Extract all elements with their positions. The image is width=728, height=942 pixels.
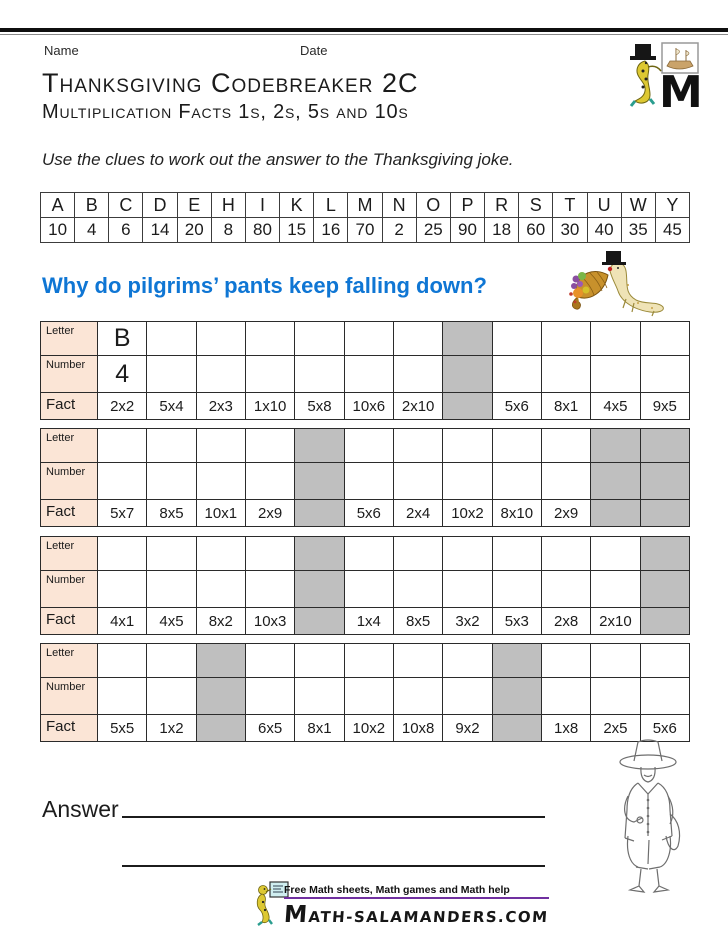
number-cell bbox=[295, 356, 344, 393]
fact-cell: 2x9 bbox=[541, 500, 590, 527]
fact-cell: 4x5 bbox=[147, 608, 196, 635]
letter-cell bbox=[492, 644, 541, 678]
fact-cell: 4x5 bbox=[591, 393, 640, 420]
code-number-cell: 45 bbox=[655, 218, 689, 243]
letter-cell bbox=[393, 322, 442, 356]
letter-cell: B bbox=[98, 322, 147, 356]
letter-cell bbox=[541, 537, 590, 571]
fact-cell: 5x6 bbox=[344, 500, 393, 527]
number-cell bbox=[640, 571, 689, 608]
number-cell bbox=[443, 463, 492, 500]
date-label: Date bbox=[300, 43, 328, 58]
fact-cell: 2x9 bbox=[245, 500, 294, 527]
letter-cell bbox=[98, 537, 147, 571]
puzzle-table-3 bbox=[40, 536, 690, 635]
letter-cell bbox=[640, 322, 689, 356]
number-cell bbox=[591, 463, 640, 500]
code-letter-cell: N bbox=[382, 193, 416, 218]
answer-blank-line-2 bbox=[122, 865, 545, 867]
number-cell bbox=[295, 571, 344, 608]
letter-cell bbox=[245, 644, 294, 678]
number-cell bbox=[393, 571, 442, 608]
number-cell bbox=[541, 678, 590, 715]
row-label-number: Number bbox=[41, 678, 98, 715]
fact-cell: 5x8 bbox=[295, 393, 344, 420]
code-key-table bbox=[40, 192, 690, 243]
cornucopia-salamander-icon bbox=[566, 249, 668, 317]
number-cell bbox=[393, 463, 442, 500]
top-rule bbox=[0, 28, 728, 32]
number-cell bbox=[640, 678, 689, 715]
fact-cell bbox=[591, 500, 640, 527]
row-label-letter: Letter bbox=[41, 644, 98, 678]
number-cell bbox=[245, 356, 294, 393]
row-label-number: Number bbox=[41, 463, 98, 500]
letter-cell bbox=[344, 322, 393, 356]
letter-cell bbox=[492, 429, 541, 463]
number-cell bbox=[295, 678, 344, 715]
code-number-cell: 30 bbox=[553, 218, 587, 243]
fact-cell: 5x3 bbox=[492, 608, 541, 635]
code-number-cell: 6 bbox=[109, 218, 143, 243]
letter-cell bbox=[591, 537, 640, 571]
code-letter-cell: C bbox=[109, 193, 143, 218]
code-letter-cell: S bbox=[519, 193, 553, 218]
number-cell bbox=[147, 571, 196, 608]
code-letter-cell: T bbox=[553, 193, 587, 218]
svg-text:M: M bbox=[659, 67, 703, 112]
fact-cell: 2x8 bbox=[541, 608, 590, 635]
letter-cell bbox=[344, 537, 393, 571]
letter-cell bbox=[393, 429, 442, 463]
fact-cell: 8x1 bbox=[541, 393, 590, 420]
number-cell bbox=[443, 356, 492, 393]
page-title: Thanksgiving Codebreaker 2C bbox=[42, 68, 419, 98]
fact-cell: 3x2 bbox=[443, 608, 492, 635]
letter-cell bbox=[147, 429, 196, 463]
joke-question: Why do pilgrims’ pants keep falling down? bbox=[42, 273, 487, 298]
letter-cell bbox=[196, 644, 245, 678]
code-letter-cell: M bbox=[348, 193, 382, 218]
fact-cell: 10x2 bbox=[443, 500, 492, 527]
name-label: Name bbox=[44, 43, 79, 58]
code-letter-cell: P bbox=[450, 193, 484, 218]
number-cell bbox=[344, 678, 393, 715]
letter-cell bbox=[344, 429, 393, 463]
number-cell bbox=[393, 678, 442, 715]
number-cell bbox=[344, 571, 393, 608]
fact-cell: 10x1 bbox=[196, 500, 245, 527]
code-letter-cell: B bbox=[75, 193, 109, 218]
row-label-letter: Letter bbox=[41, 429, 98, 463]
letter-cell bbox=[147, 644, 196, 678]
letter-cell bbox=[196, 537, 245, 571]
code-number-cell: 15 bbox=[280, 218, 314, 243]
fact-cell: 8x5 bbox=[393, 608, 442, 635]
fact-cell: 8x5 bbox=[147, 500, 196, 527]
number-cell bbox=[541, 356, 590, 393]
number-cell: 4 bbox=[98, 356, 147, 393]
puzzle-table-4 bbox=[40, 643, 690, 742]
number-cell bbox=[196, 678, 245, 715]
letter-cell bbox=[443, 644, 492, 678]
footer-tagline: Free Math sheets, Math games and Math help bbox=[284, 884, 549, 899]
number-cell bbox=[492, 678, 541, 715]
page-subtitle: Multiplication Facts 1s, 2s, 5s and 10s bbox=[42, 101, 409, 123]
code-letter-cell: E bbox=[177, 193, 211, 218]
number-cell bbox=[295, 463, 344, 500]
fact-cell: 8x1 bbox=[295, 715, 344, 742]
code-letter-cell: I bbox=[245, 193, 279, 218]
puzzle-table-2 bbox=[40, 428, 690, 527]
fact-cell: 9x2 bbox=[443, 715, 492, 742]
row-label-letter: Letter bbox=[41, 537, 98, 571]
letter-cell bbox=[245, 537, 294, 571]
code-number-cell: 2 bbox=[382, 218, 416, 243]
fact-cell: 5x7 bbox=[98, 500, 147, 527]
fact-cell: 2x10 bbox=[591, 608, 640, 635]
code-number-cell: 40 bbox=[587, 218, 621, 243]
letter-cell bbox=[295, 322, 344, 356]
number-cell bbox=[443, 678, 492, 715]
number-cell bbox=[98, 463, 147, 500]
code-number-cell: 8 bbox=[211, 218, 245, 243]
fact-cell: 10x3 bbox=[245, 608, 294, 635]
number-cell bbox=[443, 571, 492, 608]
number-cell bbox=[147, 463, 196, 500]
fact-cell bbox=[443, 393, 492, 420]
number-cell bbox=[393, 356, 442, 393]
letter-cell bbox=[443, 322, 492, 356]
fact-cell bbox=[640, 500, 689, 527]
number-cell bbox=[541, 571, 590, 608]
row-label-number: Number bbox=[41, 571, 98, 608]
code-number-cell: 90 bbox=[450, 218, 484, 243]
fact-cell: 2x2 bbox=[98, 393, 147, 420]
code-letter-cell: D bbox=[143, 193, 177, 218]
letter-cell bbox=[295, 644, 344, 678]
number-cell bbox=[245, 571, 294, 608]
fact-cell bbox=[492, 715, 541, 742]
letter-cell bbox=[640, 429, 689, 463]
code-letter-cell: W bbox=[621, 193, 655, 218]
code-letter-cell: R bbox=[485, 193, 519, 218]
number-cell bbox=[640, 463, 689, 500]
footer-site-name: MATH-SALAMANDERS.COM bbox=[283, 901, 550, 928]
fact-cell: 1x2 bbox=[147, 715, 196, 742]
code-number-cell: 16 bbox=[314, 218, 348, 243]
row-label-fact: Fact bbox=[41, 500, 98, 527]
fact-cell: 6x5 bbox=[245, 715, 294, 742]
number-cell bbox=[541, 463, 590, 500]
number-cell bbox=[196, 356, 245, 393]
letter-cell bbox=[492, 322, 541, 356]
code-number-cell: 80 bbox=[245, 218, 279, 243]
number-cell bbox=[591, 356, 640, 393]
number-cell bbox=[640, 356, 689, 393]
fact-cell: 2x10 bbox=[393, 393, 442, 420]
code-number-cell: 25 bbox=[416, 218, 450, 243]
answer-blank-line-1 bbox=[122, 816, 545, 818]
number-cell bbox=[492, 356, 541, 393]
fact-cell: 5x6 bbox=[640, 715, 689, 742]
row-label-fact: Fact bbox=[41, 608, 98, 635]
number-cell bbox=[492, 571, 541, 608]
number-cell bbox=[492, 463, 541, 500]
row-label-fact: Fact bbox=[41, 393, 98, 420]
letter-cell bbox=[393, 644, 442, 678]
code-number-cell: 14 bbox=[143, 218, 177, 243]
top-rule-thin bbox=[0, 34, 728, 35]
letter-cell bbox=[98, 429, 147, 463]
row-label-number: Number bbox=[41, 356, 98, 393]
code-letter-cell: K bbox=[280, 193, 314, 218]
number-cell bbox=[344, 356, 393, 393]
fact-cell bbox=[196, 715, 245, 742]
fact-cell: 2x5 bbox=[591, 715, 640, 742]
fact-cell: 2x4 bbox=[393, 500, 442, 527]
fact-cell: 8x10 bbox=[492, 500, 541, 527]
letter-cell bbox=[245, 429, 294, 463]
fact-cell: 1x4 bbox=[344, 608, 393, 635]
fact-cell: 5x6 bbox=[492, 393, 541, 420]
letter-cell bbox=[98, 644, 147, 678]
fact-cell: 10x6 bbox=[344, 393, 393, 420]
code-letter-cell: U bbox=[587, 193, 621, 218]
number-cell bbox=[196, 571, 245, 608]
code-number-cell: 18 bbox=[485, 218, 519, 243]
letter-cell bbox=[591, 322, 640, 356]
puzzle-table-1 bbox=[40, 321, 690, 420]
answer-label: Answer bbox=[42, 796, 119, 822]
row-label-fact: Fact bbox=[41, 715, 98, 742]
letter-cell bbox=[147, 537, 196, 571]
fact-cell bbox=[640, 608, 689, 635]
letter-cell bbox=[393, 537, 442, 571]
fact-cell bbox=[295, 608, 344, 635]
letter-cell bbox=[196, 322, 245, 356]
code-letter-cell: Y bbox=[655, 193, 689, 218]
number-cell bbox=[591, 678, 640, 715]
letter-cell bbox=[640, 537, 689, 571]
salamander-pilgrim-logo-icon bbox=[620, 40, 704, 112]
letter-cell bbox=[640, 644, 689, 678]
fact-cell: 4x1 bbox=[98, 608, 147, 635]
letter-cell bbox=[492, 537, 541, 571]
code-number-cell: 35 bbox=[621, 218, 655, 243]
fact-cell: 1x8 bbox=[541, 715, 590, 742]
code-letter-cell: O bbox=[416, 193, 450, 218]
letter-cell bbox=[196, 429, 245, 463]
number-cell bbox=[196, 463, 245, 500]
number-cell bbox=[147, 356, 196, 393]
number-cell bbox=[147, 678, 196, 715]
letter-cell bbox=[541, 429, 590, 463]
code-number-cell: 10 bbox=[41, 218, 75, 243]
code-number-cell: 4 bbox=[75, 218, 109, 243]
fact-cell: 9x5 bbox=[640, 393, 689, 420]
code-number-cell: 70 bbox=[348, 218, 382, 243]
code-number-cell: 60 bbox=[519, 218, 553, 243]
letter-cell bbox=[295, 429, 344, 463]
fact-cell bbox=[295, 500, 344, 527]
code-letter-cell: L bbox=[314, 193, 348, 218]
letter-cell bbox=[443, 537, 492, 571]
letter-cell bbox=[541, 322, 590, 356]
code-letter-cell: H bbox=[211, 193, 245, 218]
letter-cell bbox=[295, 537, 344, 571]
letter-cell bbox=[591, 644, 640, 678]
number-cell bbox=[98, 678, 147, 715]
pilgrim-man-icon bbox=[604, 736, 696, 894]
fact-cell: 8x2 bbox=[196, 608, 245, 635]
number-cell bbox=[344, 463, 393, 500]
number-cell bbox=[98, 571, 147, 608]
footer bbox=[250, 880, 549, 928]
fact-cell: 2x3 bbox=[196, 393, 245, 420]
letter-cell bbox=[443, 429, 492, 463]
code-letter-cell: A bbox=[41, 193, 75, 218]
fact-cell: 1x10 bbox=[245, 393, 294, 420]
instruction-text: Use the clues to work out the answer to the Thanksgiving joke. bbox=[42, 150, 514, 169]
letter-cell bbox=[541, 644, 590, 678]
code-number-cell: 20 bbox=[177, 218, 211, 243]
number-cell bbox=[591, 571, 640, 608]
letter-cell bbox=[147, 322, 196, 356]
row-label-letter: Letter bbox=[41, 322, 98, 356]
fact-cell: 5x4 bbox=[147, 393, 196, 420]
letter-cell bbox=[245, 322, 294, 356]
fact-cell: 10x2 bbox=[344, 715, 393, 742]
fact-cell: 5x5 bbox=[98, 715, 147, 742]
letter-cell bbox=[591, 429, 640, 463]
fact-cell: 10x8 bbox=[393, 715, 442, 742]
number-cell bbox=[245, 678, 294, 715]
letter-cell bbox=[344, 644, 393, 678]
number-cell bbox=[245, 463, 294, 500]
